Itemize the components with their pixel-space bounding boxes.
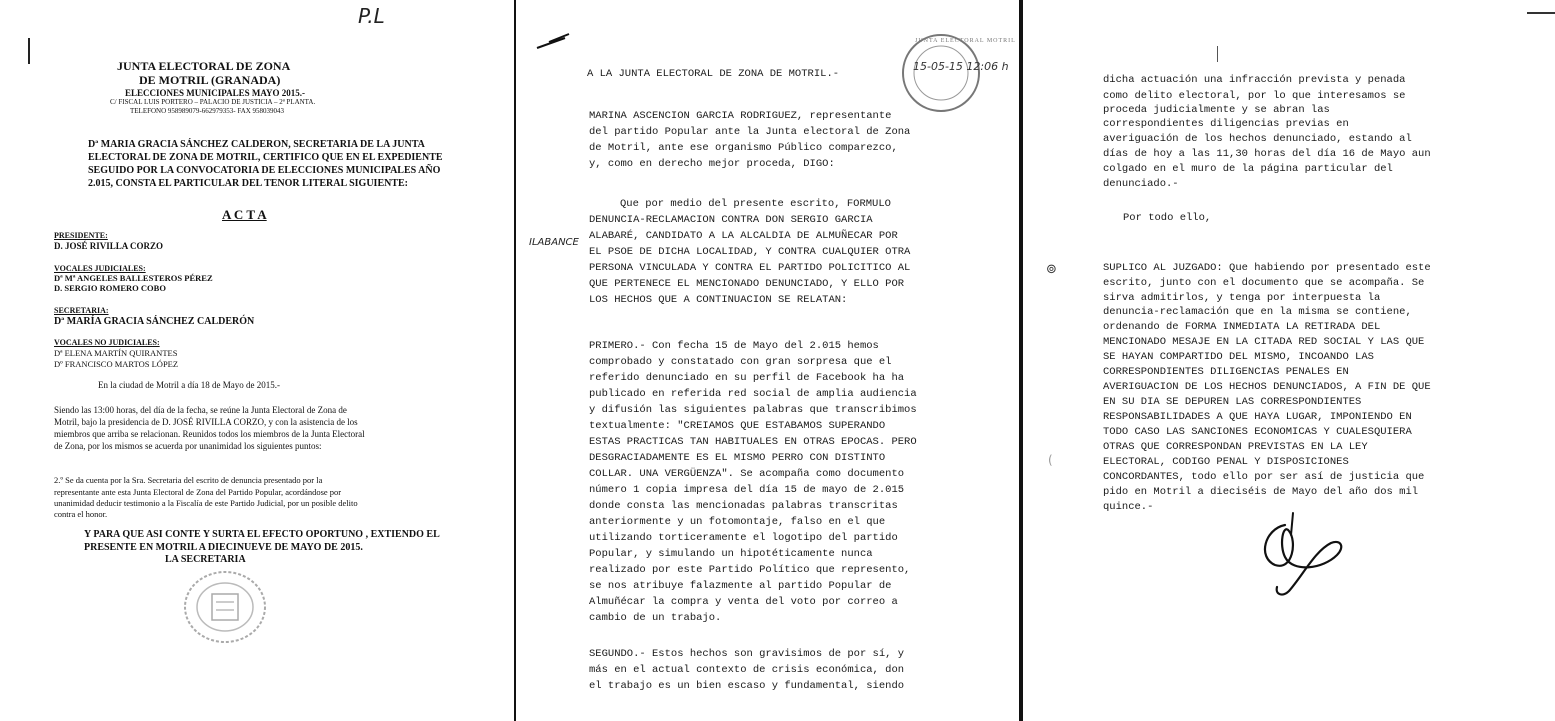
- paragraph-line: representante ante esta Junta Electoral de Zona del Partido Popular, acordándose por: [54, 487, 342, 497]
- segundo-line: el trabajo es un bien escaso y fundamental, siendo: [589, 680, 905, 692]
- primero-line: referido denunciado en su perfil de Facebook ha ha: [589, 372, 905, 384]
- corner-mark: P.L: [358, 4, 385, 28]
- suplico-line: EN SU DIA SE DEPUREN LAS CORRESPONDIENTES: [1103, 396, 1362, 408]
- paragraph-line: días de hoy a las 11,30 horas del día 16 de Mayo aun: [1103, 148, 1431, 160]
- certification-line: Dª MARIA GRACIA SÁNCHEZ CALDERON, SECRETARIA DE LA JUNTA: [88, 139, 425, 150]
- presidente-name: D. JOSÉ RIVILLA CORZO: [54, 241, 164, 251]
- vocales-no-judiciales-label: VOCALES NO JUDICIALES:: [54, 338, 160, 347]
- primero-line: utilizando torticeramente el logotipo del partido: [589, 532, 898, 544]
- suplico-line: sirva admitirlos, y tenga por interpuesta la: [1103, 292, 1381, 304]
- acta-title: A C T A: [222, 207, 267, 222]
- stamp-handwritten-date: 15-05-15 12:06 h: [913, 60, 1009, 73]
- scan-mark: [1527, 12, 1555, 14]
- suplico-line: ordenando de FORMA INMEDIATA LA RETIRADA DEL: [1103, 321, 1381, 333]
- paragraph-line: unanimidad deducir testimonio a la Fiscalía de este Partido Judicial, por un posible delito: [54, 498, 358, 508]
- suplico-line: SUPLICO AL JUZGADO: Que habiendo por presentado este: [1103, 262, 1431, 274]
- closing-line: PRESENTE EN MOTRIL A DIECINUEVE DE MAYO DE 2015.: [84, 542, 363, 553]
- primero-line: realizado por este Partido Político que represento,: [589, 564, 911, 576]
- closing-signatory: LA SECRETARIA: [165, 554, 246, 565]
- paragraph-line: correspondientes diligencias previas en: [1103, 118, 1349, 130]
- vocal-judicial: D. SERGIO ROMERO COBO: [54, 283, 166, 293]
- suplico-line: CORRESPONDIENTES DILIGENCIAS PENALES EN: [1103, 366, 1349, 378]
- margin-note: ILABANCE: [529, 237, 579, 248]
- page-suplico: [1027, 0, 1555, 721]
- primero-line: comprobado y constatado con gran sorpresa que el: [589, 356, 892, 368]
- primero-line: cambio de un trabajo.: [589, 612, 722, 624]
- vocal-no-judicial: Dª ELENA MARTÍN QUIRANTES: [54, 348, 178, 358]
- page-acta: [0, 0, 510, 721]
- primero-line: Popular, y simulando un hipotéticamente nunca: [589, 548, 873, 560]
- suplico-line: escrito, junto con el documento que se acompaña. Se: [1103, 277, 1425, 289]
- addressee: A LA JUNTA ELECTORAL DE ZONA DE MOTRIL.-: [587, 68, 840, 80]
- page-divider: [1019, 0, 1023, 721]
- primero-line: número 1 copia impresa del día 15 de mayo de 2.015: [589, 484, 905, 496]
- paragraph-line: proceda judicialmente y se abran las: [1103, 104, 1330, 116]
- intro-line: de Motril, ante ese organismo Público comparezco,: [589, 142, 898, 154]
- suplico-line: denuncia-reclamación que en la misma se contiene,: [1103, 306, 1412, 318]
- suplico-line: pido en Motril a dieciséis de Mayo del año dos mil: [1103, 486, 1419, 498]
- date-line: En la ciudad de Motril a día 18 de Mayo de 2015.-: [98, 380, 280, 390]
- paragraph-line: Siendo las 13:00 horas, del día de la fecha, se reúne la Junta Electoral de Zona de: [54, 405, 347, 415]
- suplico-line: RESPONSABILIDADES A QUE HAYA LUGAR, IMPONIENDO EN: [1103, 411, 1412, 423]
- paragraph-line: dicha actuación una infracción prevista y penada: [1103, 74, 1406, 86]
- page-denuncia: [521, 0, 1019, 721]
- primero-line: y difusión las siguientes palabras que transcribimos: [589, 404, 917, 416]
- intro-line: y, como en derecho mejor proceda, DIGO:: [589, 158, 835, 170]
- vocales-judiciales-label: VOCALES JUDICIALES:: [54, 264, 146, 273]
- denuncia-line: LOS HECHOS QUE A CONTINUACION SE RELATAN:: [589, 294, 848, 306]
- suplico-line: TODO CASO LAS SANCIONES ECONOMICAS Y CUALESQUIERA: [1103, 426, 1412, 438]
- primero-line: PRIMERO.- Con fecha 15 de Mayo del 2.015 hemos: [589, 340, 879, 352]
- reception-stamp-icon: [899, 32, 983, 114]
- closing-line: Y PARA QUE ASI CONTE Y SURTA EL EFECTO OPORTUNO , EXTIENDO EL: [84, 529, 440, 540]
- court-address: C/ FISCAL LUIS PORTERO – PALACIO DE JUSTICIA – 2ª PLANTA.: [110, 98, 316, 106]
- denuncia-line: Que por medio del presente escrito, FORMULO: [620, 198, 891, 210]
- court-phone: TELEFONO 958989079-662979353- FAX 958039043: [130, 107, 285, 115]
- primero-line: textualmente: "CREIAMOS QUE ESTABAMOS SUPERANDO: [589, 420, 886, 432]
- primero-line: se nos atribuye falazmente al partido Popular de: [589, 580, 892, 592]
- intro-line: MARINA ASCENCION GARCIA RODRIGUEZ, representante: [589, 110, 892, 122]
- paragraph-line: averiguación de los hechos denunciado, estando al: [1103, 133, 1412, 145]
- paragraph-line: miembros que arriba se relacionan. Reunidos todos los miembros de la Junta Electoral: [54, 429, 365, 439]
- primero-line: anteriormente y un fotomontaje, falso en el que: [589, 516, 886, 528]
- primero-line: ESTAS PRACTICAS TAN HABITUALES EN OTRAS EPOCAS. PERO: [589, 436, 917, 448]
- denuncia-line: EL PSOE DE DICHA LOCALIDAD, Y CONTRA CUALQUIER OTRA: [589, 246, 911, 258]
- paragraph-line: 2.º Se da cuenta por la Sra. Secretaria del escrito de denuncia presentado por la: [54, 475, 323, 485]
- segundo-line: SEGUNDO.- Estos hechos son gravisimos de por sí, y: [589, 648, 905, 660]
- official-seal-icon: [180, 568, 270, 646]
- certification-line: 2.015, CONSTA EL PARTICULAR DEL TENOR LITERAL SIGUIENTE:: [88, 178, 409, 189]
- margin-mark: (: [1048, 453, 1053, 467]
- page-divider: [514, 0, 516, 721]
- suplico-line: MENCIONADO MESAJE EN LA CITADA RED SOCIAL Y LAS QUE: [1103, 336, 1425, 348]
- suplico-line: SE HAYAN COMPARTIDO DEL MISMO, INCOANDO LAS: [1103, 351, 1374, 363]
- suplico-line: CONCORDANTES, todo ello por ser así de justicia que: [1103, 471, 1425, 483]
- primero-line: DESGRACIADAMENTE ES EL MISMO PERRO CON DISTINTO: [589, 452, 886, 464]
- paragraph-line: contra el honor.: [54, 509, 108, 519]
- suplico-line: ELECTORAL, CODIGO PENAL Y DISPOSICIONES: [1103, 456, 1349, 468]
- paragraph-line: colgado en el muro de la página particular del: [1103, 163, 1393, 175]
- margin-mark: [28, 38, 30, 64]
- scan-mark: [1217, 46, 1218, 62]
- paragraph-line: Motril, bajo la presidencia de D. JOSÉ RIVILLA CORZO, y con la asistencia de los: [54, 417, 358, 427]
- court-name: JUNTA ELECTORAL DE ZONA: [117, 59, 291, 73]
- intro-line: del partido Popular ante la Junta electoral de Zona: [589, 126, 911, 138]
- primero-line: donde consta las mencionadas palabras transcritas: [589, 500, 898, 512]
- por-todo-ello: Por todo ello,: [1123, 212, 1212, 224]
- suplico-line: AVERIGUACION DE LOS HECHOS DENUNCIADOS, A FIN DE QUE: [1103, 381, 1431, 393]
- margin-mark: ⊚: [1046, 262, 1057, 277]
- primero-line: Almuñécar la compra y venta del voto por correo a: [589, 596, 898, 608]
- certification-line: ELECTORAL DE ZONA DE MOTRIL, CERTIFICO QUE EN EL EXPEDIENTE: [88, 152, 443, 163]
- paragraph-line: como delito electoral, por lo que interesamos se: [1103, 90, 1406, 102]
- court-location: DE MOTRIL (GRANADA): [139, 73, 281, 87]
- vocal-judicial: Dª Mª ANGELES BALLESTEROS PÉREZ: [54, 273, 213, 283]
- denuncia-line: DENUNCIA-RECLAMACION CONTRA DON SERGIO GARCIA: [589, 214, 873, 226]
- secretaria-label: SECRETARIA:: [54, 306, 109, 315]
- suplico-line: quince.-: [1103, 501, 1154, 513]
- paragraph-line: denunciado.-: [1103, 178, 1179, 190]
- pen-mark-icon: [535, 30, 575, 54]
- paragraph-line: de Zona, por los mismos se acuerda por unanimidad los siguientes puntos:: [54, 441, 322, 451]
- elections-title: ELECCIONES MUNICIPALES MAYO 2015.-: [125, 88, 306, 98]
- stamp-text: JUNTA ELECTORAL MOTRIL: [915, 38, 1016, 44]
- presidente-label: PRESIDENTE:: [54, 231, 108, 240]
- denuncia-line: PERSONA VINCULADA Y CONTRA EL PARTIDO POLICITICO AL: [589, 262, 911, 274]
- vocal-no-judicial: Dº FRANCISCO MARTOS LÓPEZ: [54, 359, 179, 369]
- certification-line: SEGUIDO POR LA CONVOCATORIA DE ELECCIONES MUNICIPALES AÑO: [88, 165, 441, 176]
- secretaria-name: Dª MARÍA GRACIA SÁNCHEZ CALDERÓN: [54, 316, 255, 327]
- primero-line: publicado en referida red social de amplia audiencia: [589, 388, 917, 400]
- suplico-line: OTRAS QUE CORRESPONDAN PREVISTAS EN LA LEY: [1103, 441, 1368, 453]
- segundo-line: más en el actual contexto de crisis económica, don: [589, 664, 905, 676]
- denuncia-line: ALABARÉ, CANDIDATO A LA ALCALDIA DE ALMUÑECAR POR: [589, 230, 898, 242]
- denuncia-line: QUE PERTENECE EL MENCIONADO DENUNCIADO, Y ELLO POR: [589, 278, 905, 290]
- primero-line: COLLAR. UNA VERGÜENZA". Se acompaña como documento: [589, 468, 905, 480]
- signature-icon: [1245, 505, 1355, 600]
